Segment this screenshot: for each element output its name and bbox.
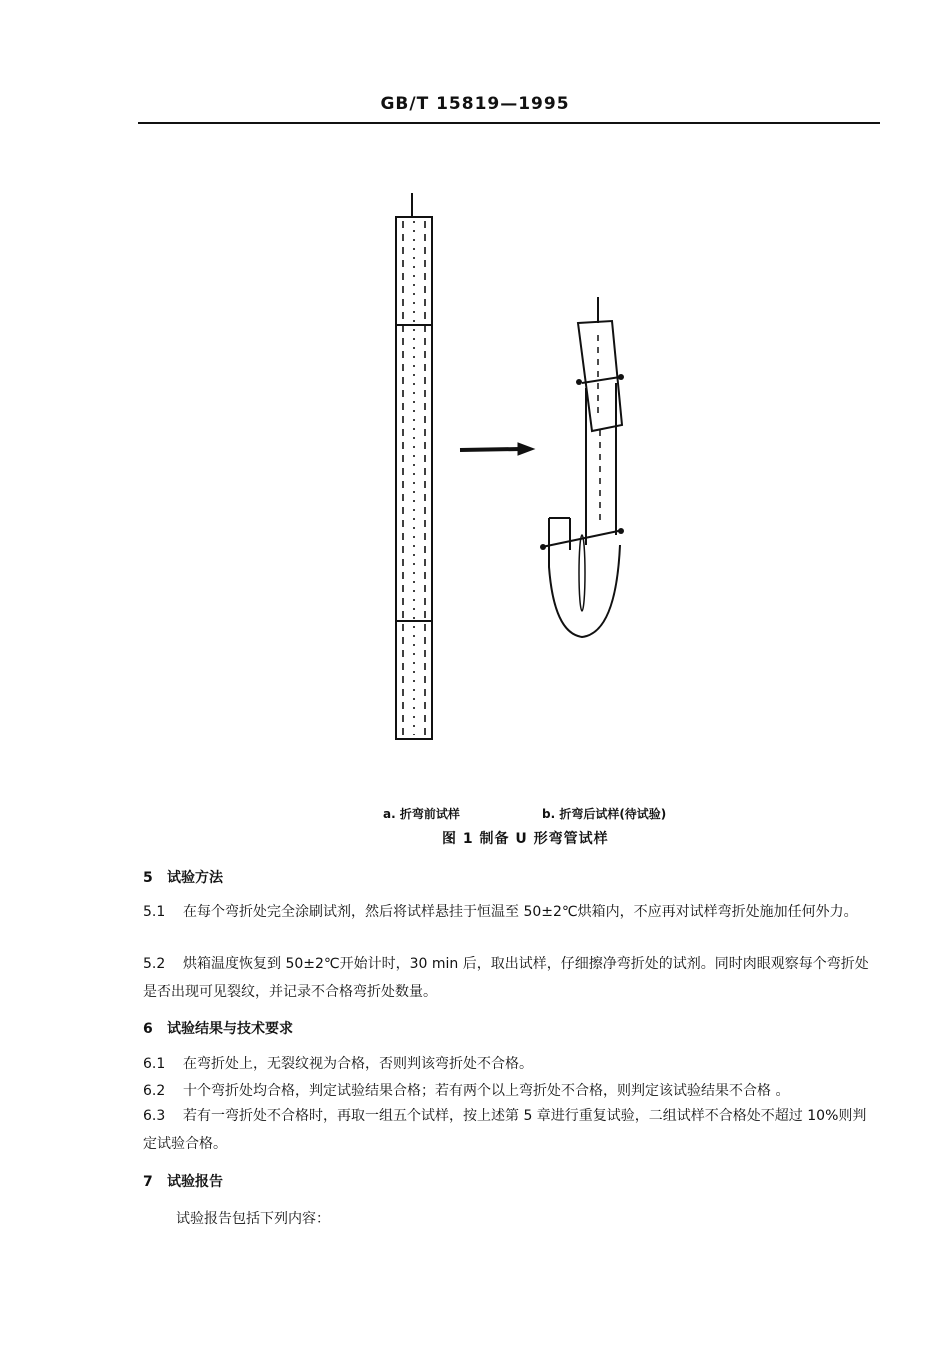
section-7-heading [143, 1171, 223, 1191]
clause-number: 6.1 [143, 1056, 166, 1072]
straight-tube-sample [396, 193, 432, 739]
section-number: 5 [143, 870, 153, 886]
section-number: 6 [143, 1021, 153, 1037]
section-title: 试验结果与技术要求 [167, 1021, 293, 1037]
clause-text: 在弯折处上，无裂纹视为合格，否则判该弯折处不合格。 [183, 1056, 533, 1072]
clause-number: 6.2 [143, 1083, 166, 1099]
paragraph-6-3 [143, 1102, 878, 1158]
section-title: 试验报告 [167, 1174, 223, 1190]
paragraph-5-1 [143, 898, 878, 926]
clause-text: 十个弯折处均合格，判定试验结果合格；若有两个以上弯折处不合格，则判定该试验结果不合格 。 [183, 1083, 790, 1099]
clause-number: 6.3 [143, 1108, 166, 1124]
section-number: 7 [143, 1174, 153, 1190]
header-rule [138, 122, 880, 124]
figure-label-b: b. 折弯后试样(待试验) [542, 807, 667, 821]
figure-label-a: a. 折弯前试样 [383, 807, 460, 821]
clause-text: 烘箱温度恢复到 50±2℃开始计时，30 min 后，取出试样，仔细擦净弯折处的试剂。同时肉眼观察每个弯折处是否出现可见裂纹，并记录不合格弯折处数量。 [143, 956, 869, 1000]
u-bent-tube-sample [542, 297, 623, 637]
paragraph-6-2 [143, 1077, 878, 1105]
clause-text: 在每个弯折处完全涂刷试剂，然后将试样悬挂于恒温至 50±2℃烘箱内，不应再对试样弯折处施加任何外力。 [183, 904, 858, 920]
report-intro-text: 试验报告包括下列内容： [176, 1211, 330, 1227]
section-6-heading [143, 1018, 293, 1038]
clause-text: 若有一弯折处不合格时，再取一组五个试样，按上述第 5 章进行重复试验，二组试样不合格处不超过 10%则判定试验合格。 [143, 1108, 867, 1152]
paragraph-6-1 [143, 1050, 878, 1078]
figure-1-diagram [360, 185, 660, 755]
standard-code-header: GB/T 15819—1995 [380, 94, 570, 114]
section-title: 试验方法 [167, 870, 223, 886]
clause-number: 5.1 [143, 904, 166, 920]
clause-number: 5.2 [143, 956, 166, 972]
arrow-icon [460, 443, 534, 455]
figure-caption: 图 1 制备 U 形弯管试样 [442, 831, 609, 847]
paragraph-5-2 [143, 950, 878, 1006]
section-5-heading [143, 867, 223, 887]
